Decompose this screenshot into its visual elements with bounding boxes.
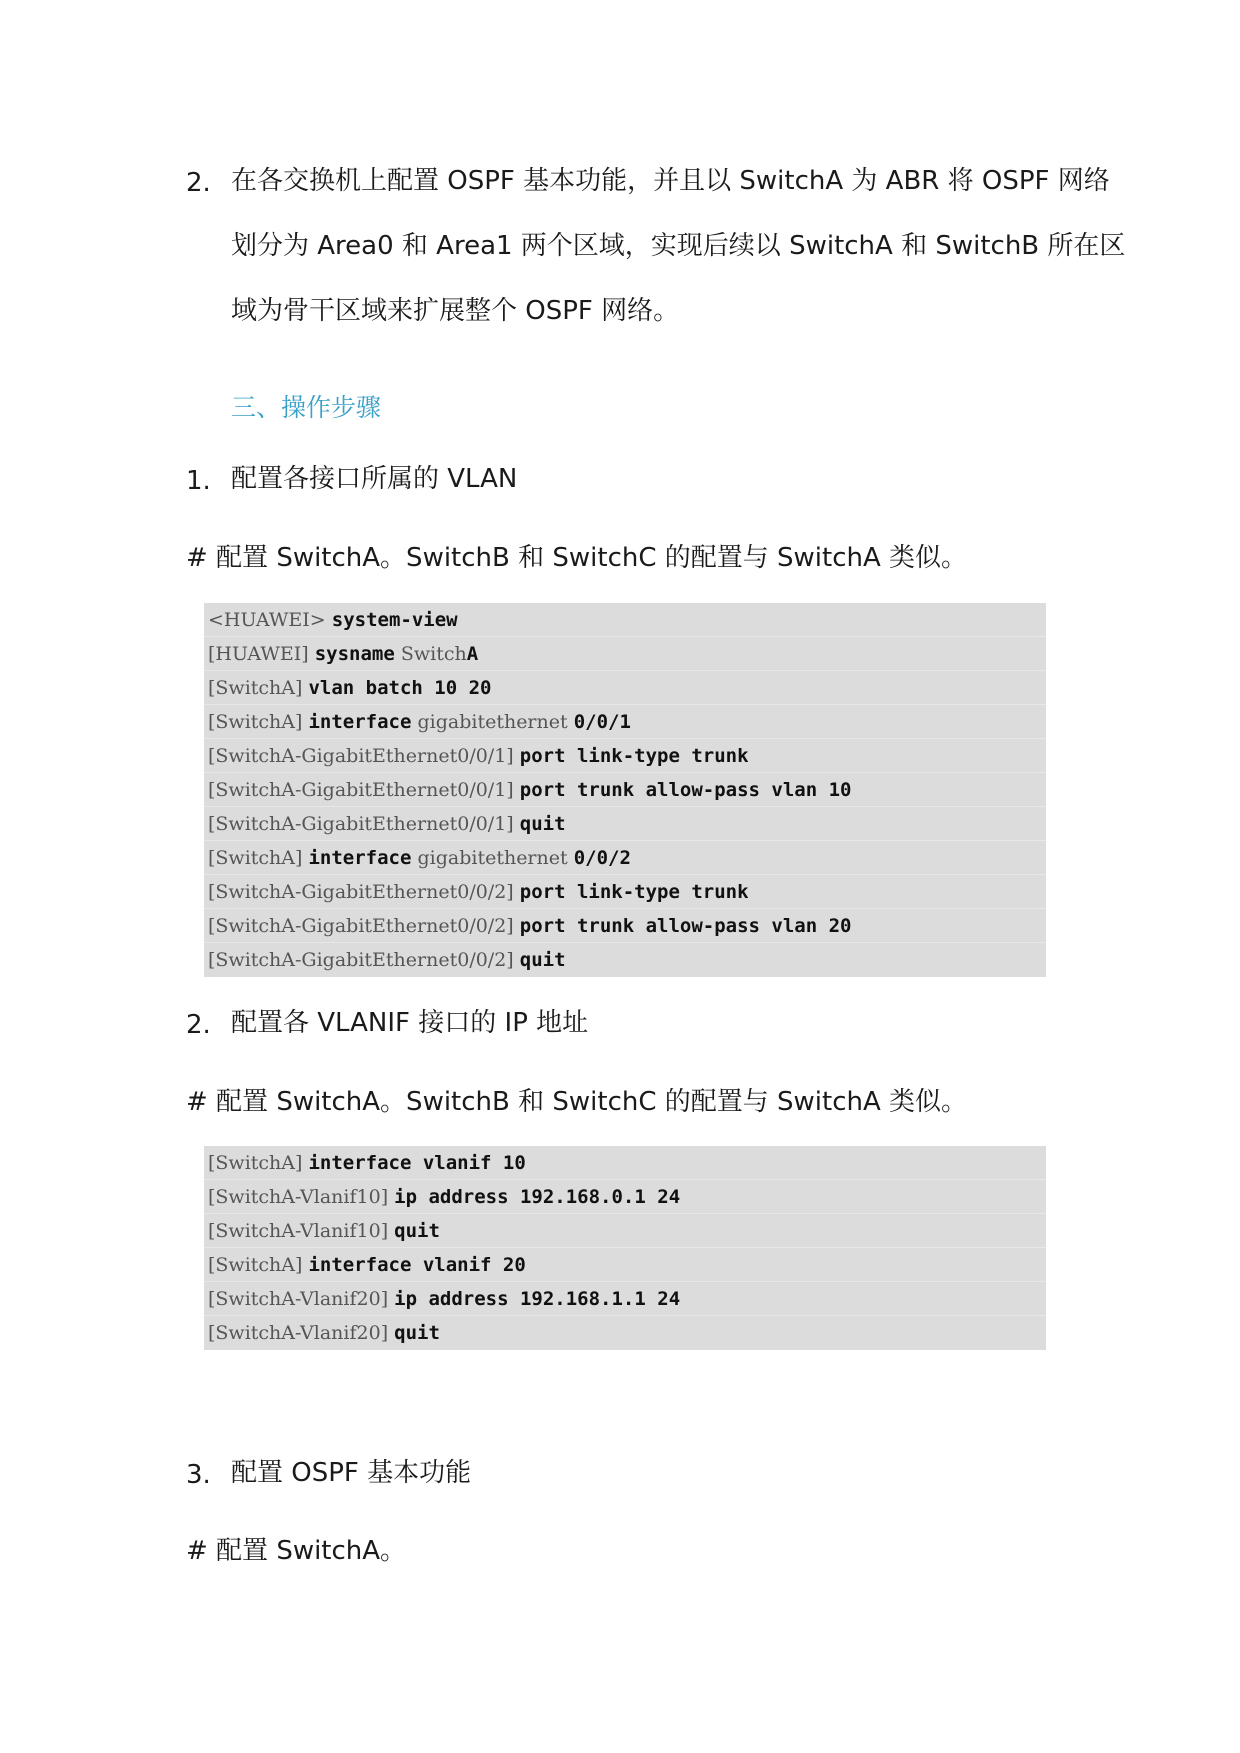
code-line: [SwitchA] vlan batch 10 20 <box>204 671 1046 705</box>
code-line: [SwitchA-GigabitEthernet0/0/1] port trunk allow-pass vlan 10 <box>204 773 1046 807</box>
step2-title: 配置各 VLANIF 接口的 IP 地址 <box>231 1008 589 1038</box>
code-line: [SwitchA-GigabitEthernet0/0/1] quit <box>204 807 1046 841</box>
code-line: [SwitchA-Vlanif10] ip address 192.168.0.1 24 <box>204 1180 1046 1214</box>
intro-line-3: 域为骨干区域来扩展整个 OSPF 网络。 <box>231 296 680 326</box>
code-line: [SwitchA-GigabitEthernet0/0/1] port link-type trunk <box>204 739 1046 773</box>
code-line: [SwitchA] interface vlanif 20 <box>204 1248 1046 1282</box>
code-line: [SwitchA] interface gigabitethernet 0/0/2 <box>204 841 1046 875</box>
step2-code-block <box>204 1146 1046 1350</box>
intro-line-1: 在各交换机上配置 OSPF 基本功能，并且以 SwitchA 为 ABR 将 OSPF 网络 <box>231 166 1110 196</box>
step1-number: 1. <box>186 466 211 496</box>
code-line: [SwitchA-Vlanif20] ip address 192.168.1.1 24 <box>204 1282 1046 1316</box>
intro-item-number: 2. <box>186 168 211 198</box>
code-line: [SwitchA-Vlanif10] quit <box>204 1214 1046 1248</box>
section-heading: 三、操作步骤 <box>231 393 382 422</box>
code-line: [SwitchA-GigabitEthernet0/0/2] quit <box>208 949 566 971</box>
code-line: [SwitchA-GigabitEthernet0/0/2] port link-type trunk <box>204 875 1046 909</box>
step2-number: 2. <box>186 1010 211 1040</box>
step3-number: 3. <box>186 1460 211 1490</box>
code-line: <HUAWEI> system-view <box>204 603 1046 637</box>
code-line: [SwitchA-GigabitEthernet0/0/2] port trunk allow-pass vlan 20 <box>204 909 1046 943</box>
step1-title: 配置各接口所属的 VLAN <box>231 464 518 494</box>
intro-line-2: 划分为 Area0 和 Area1 两个区域，实现后续以 SwitchA 和 SwitchB 所在区 <box>231 231 1126 261</box>
step3-note: # 配置 SwitchA。 <box>186 1536 407 1566</box>
step3-title: 配置 OSPF 基本功能 <box>231 1458 472 1488</box>
step1-code-block <box>204 603 1046 977</box>
code-line: [SwitchA] interface gigabitethernet 0/0/1 <box>204 705 1046 739</box>
code-line: [HUAWEI] sysname SwitchA <box>204 637 1046 671</box>
step1-note: # 配置 SwitchA。SwitchB 和 SwitchC 的配置与 SwitchA 类似。 <box>186 543 968 573</box>
code-line: [SwitchA] interface vlanif 10 <box>204 1146 1046 1180</box>
code-line: [SwitchA-Vlanif20] quit <box>208 1322 440 1344</box>
step2-note: # 配置 SwitchA。SwitchB 和 SwitchC 的配置与 SwitchA 类似。 <box>186 1087 968 1117</box>
